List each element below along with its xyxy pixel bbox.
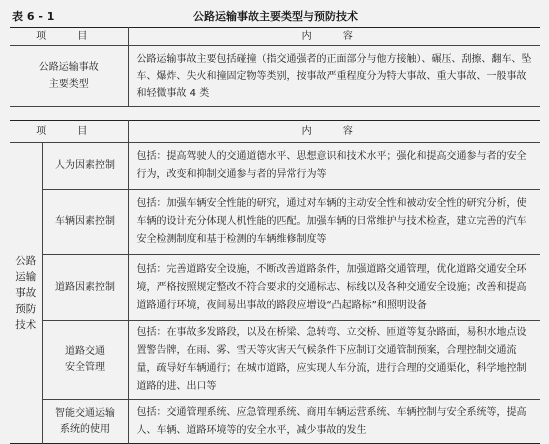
row-content: 包括：完善道路安全设施，不断改善道路条件，加强道路交通管理，优化道路交通安全环境，严格按照规定整改不符合要求的交通标志、标线以及各种交通安全设施；改善和提高道路通行环境，夜间易出事故的路段应增设“凸起路标”和照明设备	[128, 255, 540, 321]
row-content: 包括：交通管理系统、应急管理系统、商用车辆运营系统、车辆控制与安全系统等，提高人、车辆、道路环境等的安全水平，减少事故的发生	[136, 406, 527, 436]
table-row	[10, 190, 540, 255]
category-cell	[10, 143, 42, 444]
table-row	[10, 255, 540, 321]
column-header-item: 项 目	[10, 28, 128, 46]
subcategory-label: 道路因素控制	[42, 255, 128, 321]
table-row	[10, 400, 540, 444]
table-row	[10, 46, 540, 107]
row-label	[10, 46, 128, 107]
column-header-item: 项 目	[10, 121, 128, 143]
row-label-line: 主要类型	[48, 79, 89, 90]
accident-types-table	[10, 27, 540, 107]
row-content: 包括：提高驾驶人的交通道德水平、思想意识和技术水平；强化和提高交通参与者的安全行为，改变和抑制交通参与者的异常行为等	[128, 143, 540, 190]
subcategory-label: 人为因素控制	[42, 143, 128, 190]
table-row	[10, 143, 540, 190]
subcategory-label: 智能交通运输 系统的使用	[42, 400, 128, 444]
category-char: 运输	[15, 271, 37, 283]
row-content: 包括：在事故多发路段，以及在桥梁、急转弯、立交桥、匝道等复杂路面，易积水地点设置警告牌，在雨、雾、雪天等灾害天气候条件下应制订交通管制预案，合理控制交通流量，疏导好车辆通行；在城市道路，应实现人车分流，进行合理的交通渠化，科学地控制道路的进、出口等	[128, 321, 540, 400]
category-char: 公路	[15, 255, 37, 267]
table-row	[10, 321, 540, 400]
table-header	[12, 8, 539, 24]
table-header-row	[10, 121, 540, 143]
subcategory-label: 道路交通 安全管理	[42, 321, 128, 400]
category-char: 预防	[15, 303, 37, 315]
row-content: 公路运输事故主要包括碰撞（指交通强者的正面部分与他方接触）、碾压、刮擦、翻车、坠车、爆炸、失火和撞固定物等类别，按事故严重程度分为特大事故、重大事故、一般事故和轻微事故 4 类	[136, 53, 532, 99]
column-header-content: 内 容	[128, 121, 540, 143]
column-header-content: 内 容	[128, 28, 540, 46]
category-char: 事故	[15, 287, 37, 299]
subcategory-label: 车辆因素控制	[42, 190, 128, 255]
table-title: 公路运输事故主要类型与预防技术	[193, 10, 358, 23]
table-number: 表 6 - 1	[12, 10, 55, 23]
prevention-techniques-table	[10, 120, 540, 444]
category-char: 技术	[15, 319, 37, 331]
row-content: 包括：加强车辆安全性能的研究，通过对车辆的主动安全性和被动安全性的研究分析，使车辆的设计充分体现人机性能的匹配。加强车辆的日常维护与技术检查，建立完善的汽车安全检测制度和基于检测的车辆维修制度等	[128, 190, 540, 255]
table-header-row	[10, 28, 540, 46]
row-label-line: 公路运输事故	[38, 62, 99, 73]
